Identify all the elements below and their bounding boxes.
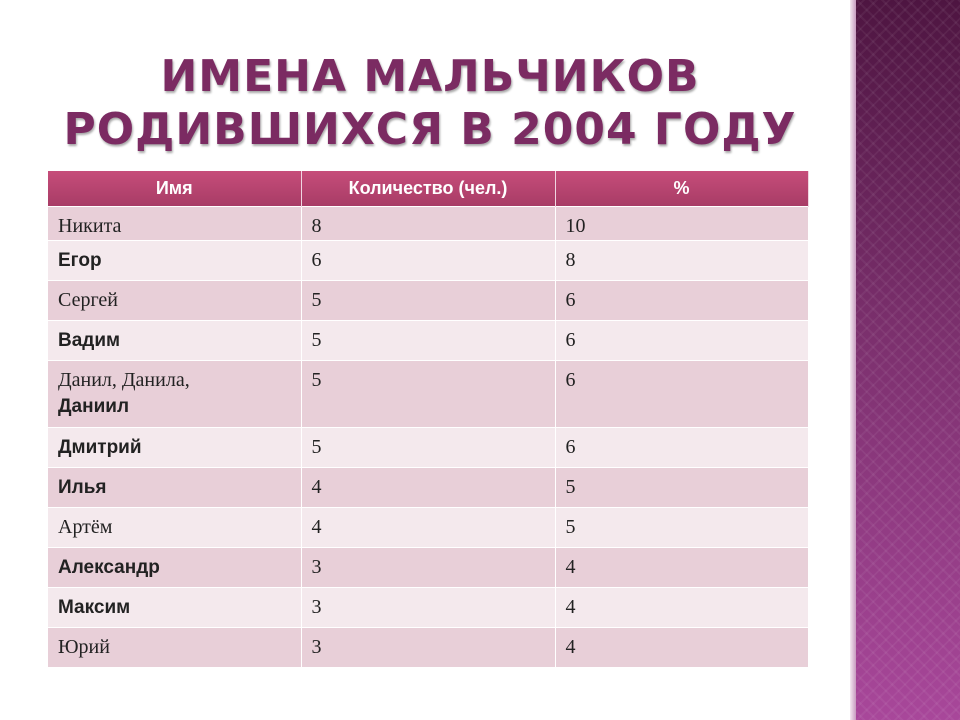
cell-count: 5 [301,428,555,468]
cell-count: 3 [301,588,555,628]
title-line-1: ИМЕНА МАЛЬЧИКОВ [160,51,700,102]
cell-name [48,628,301,668]
cell-count: 4 [301,508,555,548]
cell-name [48,428,301,468]
cell-percent: 5 [555,468,808,508]
cell-percent: 6 [555,321,808,361]
name-plain-text: Сергей [58,289,118,311]
table-row [48,628,808,668]
header-name: Имя [48,171,301,207]
table-row [48,428,808,468]
cell-count: 6 [301,241,555,281]
title-line-2: РОДИВШИХСЯ В 2004 ГОДУ [63,104,797,155]
cell-count: 4 [301,468,555,508]
table-row [48,281,808,321]
cell-name [48,508,301,548]
cell-name [48,468,301,508]
names-table [48,171,809,667]
cell-percent: 4 [555,588,808,628]
table-row [48,468,808,508]
decorative-side-band [850,0,960,720]
cell-name [48,281,301,321]
cell-name [48,588,301,628]
cell-percent: 6 [555,281,808,321]
table-body [48,207,808,668]
cell-name [48,321,301,361]
name-plain-text: Юрий [58,636,110,658]
name-bold-text: Александр [58,557,160,578]
cell-name [48,361,301,428]
cell-count: 5 [301,361,555,428]
side-band-edge [850,0,856,720]
table-row [48,361,808,428]
cell-name [48,241,301,281]
name-plain-text: Артём [58,516,113,538]
table-row [48,241,808,281]
name-bold-text: Егор [58,250,102,271]
slide-title [20,50,840,156]
table-row [48,548,808,588]
cell-name [48,207,301,241]
cell-percent: 8 [555,241,808,281]
cell-count: 3 [301,548,555,588]
cell-percent: 10 [555,207,808,241]
table-row [48,207,808,241]
cell-name [48,548,301,588]
table-row [48,321,808,361]
table-row [48,508,808,548]
cell-percent: 5 [555,508,808,548]
name-bold-text: Максим [58,597,131,618]
table-header-row [48,171,808,207]
name-bold-text: Дмитрий [58,437,142,458]
cell-count: 5 [301,321,555,361]
cell-count: 5 [301,281,555,321]
cell-percent: 6 [555,428,808,468]
cell-percent: 4 [555,628,808,668]
name-bold-text: Даниил [58,396,130,417]
cell-percent: 4 [555,548,808,588]
table-row [48,588,808,628]
name-plain-text: Данил, Данила, [58,369,190,391]
cell-count: 8 [301,207,555,241]
name-plain-text: Никита [58,215,122,237]
header-count: Количество (чел.) [301,171,555,207]
cell-percent: 6 [555,361,808,428]
name-bold-text: Вадим [58,330,121,351]
name-bold-text: Илья [58,477,107,498]
cell-count: 3 [301,628,555,668]
header-percent: % [555,171,808,207]
